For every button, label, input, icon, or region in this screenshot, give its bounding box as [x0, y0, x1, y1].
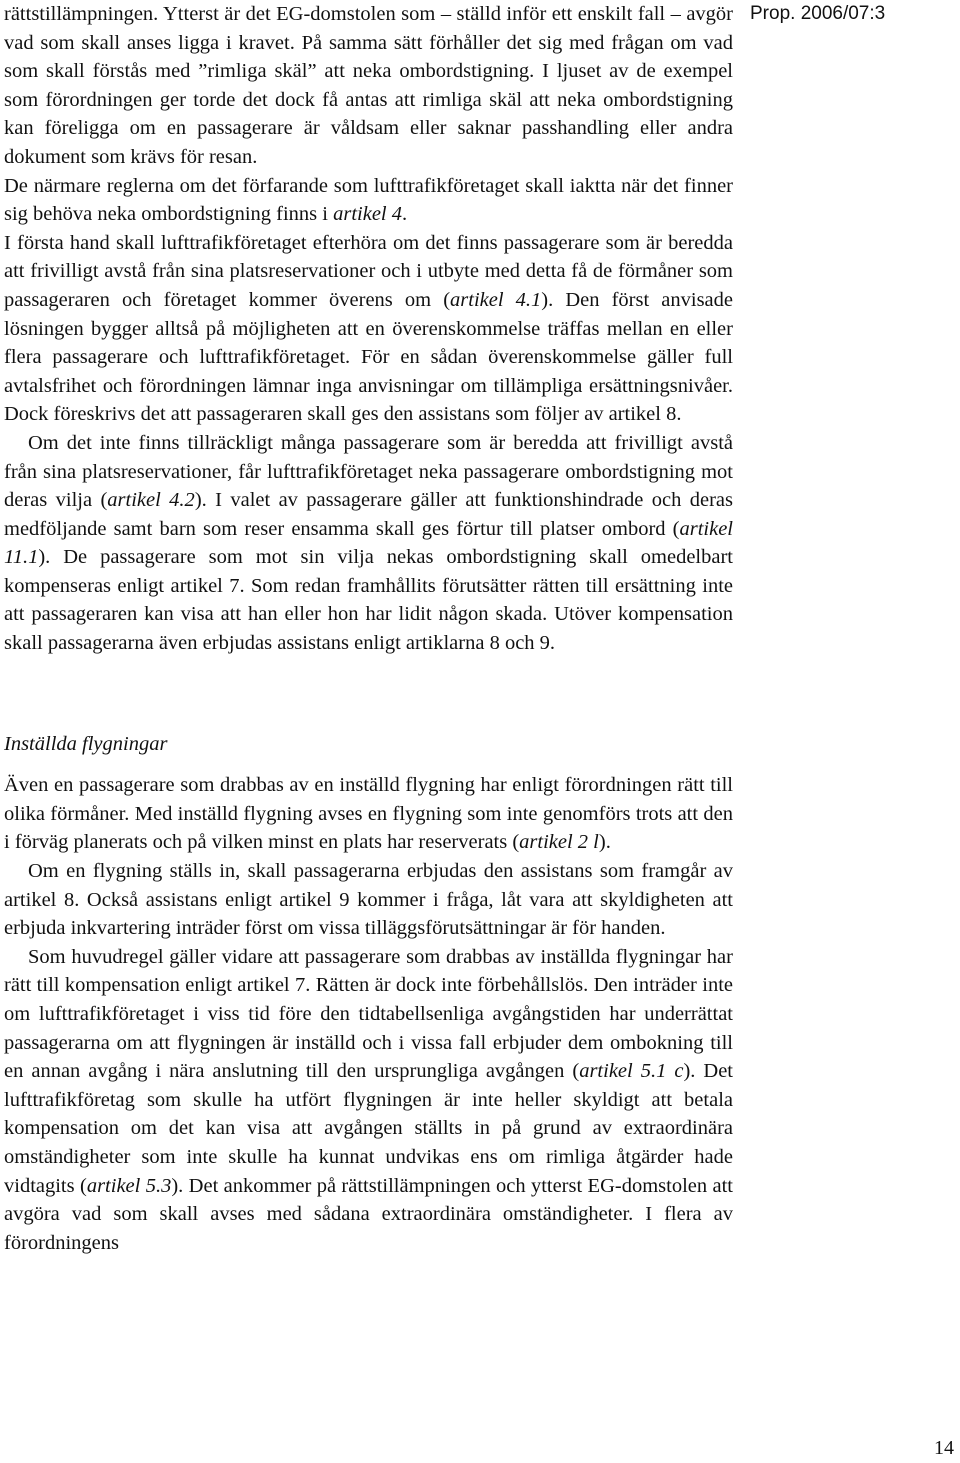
paragraph: [4, 857, 733, 943]
article-reference: artikel 4.2: [107, 489, 195, 512]
paragraph-text: De närmare reglerna om det förfarande som lufttrafikföretaget skall iaktta när det finner sig behöva neka ombordstigning finns i: [4, 174, 733, 226]
main-text-column: [4, 0, 733, 1257]
paragraph-text: ). Det lufttrafikföretag som skulle ha utfört flygningen är inte heller skyldigt att betala kompensation om det kan visa att avgången ställts in på grund av extraordinära omständigheter som inte skulle ha kunnat undvikas ens om rimliga åtgärder hade vidtagits (: [4, 1060, 733, 1197]
paragraph: [4, 771, 733, 857]
paragraph: [4, 172, 733, 229]
page-number: 14: [934, 1437, 954, 1459]
article-reference: artikel 5.1 c: [579, 1060, 684, 1083]
paragraph-text: ).: [598, 831, 611, 854]
paragraph: [4, 429, 733, 658]
paragraph-text: Om det inte finns tillräckligt många passagerare som är beredda att frivilligt avstå från sina platsreservationer, får lufttrafikföretaget neka passagerare ombordstigning mot deras vilja (: [4, 431, 733, 512]
paragraph-text: .: [402, 203, 408, 226]
article-reference: artikel 11.1: [4, 517, 733, 569]
paragraph-text: ). I valet av passagerare gäller att funktionshindrade och deras medföljande samt barn som reser ensamma skall ges förtur till platser ombord (: [4, 489, 733, 540]
paragraph-text: ). De passagerare som mot sin vilja nekas ombordstigning skall omedelbart kompenseras enligt artikel 7. Som redan framhållits förutsätter rätten till ersättning inte att passageraren kan visa att han eller hon har lidit någon skada. Utöver kompensation skall passagerarna även erbjudas assistans enligt artiklarna 8 och 9.: [4, 546, 733, 655]
section-heading: Inställda flygningar: [4, 732, 168, 755]
paragraph-text: rättstillämpningen. Ytterst är det EG-domstolen som – ställd inför ett enskilt fall – avgör vad som skall anses ligga i kravet. På samma sätt förhåller det sig med frågan om vad som skall förstås med ”rimliga skäl” att neka ombordstigning. I ljuset av de exempel som förordningen ger torde det dock få antas att rimliga skäl att neka ombordstigning kan föreligga om en passagerare är våldsam eller saknar passhandling eller andra dokument som krävs för resan.: [4, 3, 733, 168]
paragraph: [4, 943, 733, 1258]
article-reference: artikel 5.3: [86, 1174, 172, 1197]
paragraph-text: ). Den först anvisade lösningen bygger alltså på möjligheten att en överenskommelse träffas mellan en eller flera passagerare och lufttrafikföretaget. För en sådan överenskommelse gäller full avtalsfrihet och förordningen lämnar inga anvisningar om tillämpliga ersättningsnivåer. Dock föreskrivs det att passageraren skall ges den assistans som följer av artikel 8.: [4, 288, 734, 426]
article-reference: artikel 4.1: [450, 288, 542, 311]
article-reference: artikel 4: [333, 203, 402, 226]
proposition-reference: Prop. 2006/07:3: [750, 3, 886, 24]
paragraph: [4, 0, 733, 172]
article-reference: artikel 2 l: [519, 831, 599, 854]
paragraph-text: Om en flygning ställs in, skall passagerarna erbjudas den assistans som framgår av artikel 8. Också assistans enligt artikel 9 kommer i fråga, låt vara att skyldigheten att erbjuda inkvartering inträder först om vissa tilläggsförutsättningar är för handen.: [4, 860, 733, 940]
paragraph: [4, 229, 733, 429]
paragraph-text: I första hand skall lufttrafikföretaget efterhöra om det finns passagerare som är beredda att frivilligt avstå från sina platsreservationer och i utbyte med detta få de förmåner som passageraren och företaget kommer överens om (: [4, 231, 733, 311]
paragraph-text: ). Det ankommer på rättstillämpningen och ytterst EG-domstolen att avgöra vad som skall avses med sådana extraordinära omständigheter. I flera av förordningens: [4, 1174, 733, 1254]
paragraph-text: Som huvudregel gäller vidare att passagerare som drabbas av inställda flygningar har rätt till kompensation enligt artikel 7. Rätten är dock inte förbehållslös. Den inträder inte om lufttrafikföretaget i viss tid före den tidtabellsenliga avgångstiden har underrättat passagerarna om att flygningen är inställd och i vissa fall erbjuder dem ombokning till en annan avgång i nära anslutning till den ursprungliga avgången (: [4, 945, 733, 1083]
paragraph-text: Även en passagerare som drabbas av en inställd flygning har enligt förordningen rätt till olika förmåner. Med inställd flygning avses en flygning som inte genomförs trots att den i förväg planerats och på vilken minst en plats har reserverats (: [4, 774, 733, 854]
